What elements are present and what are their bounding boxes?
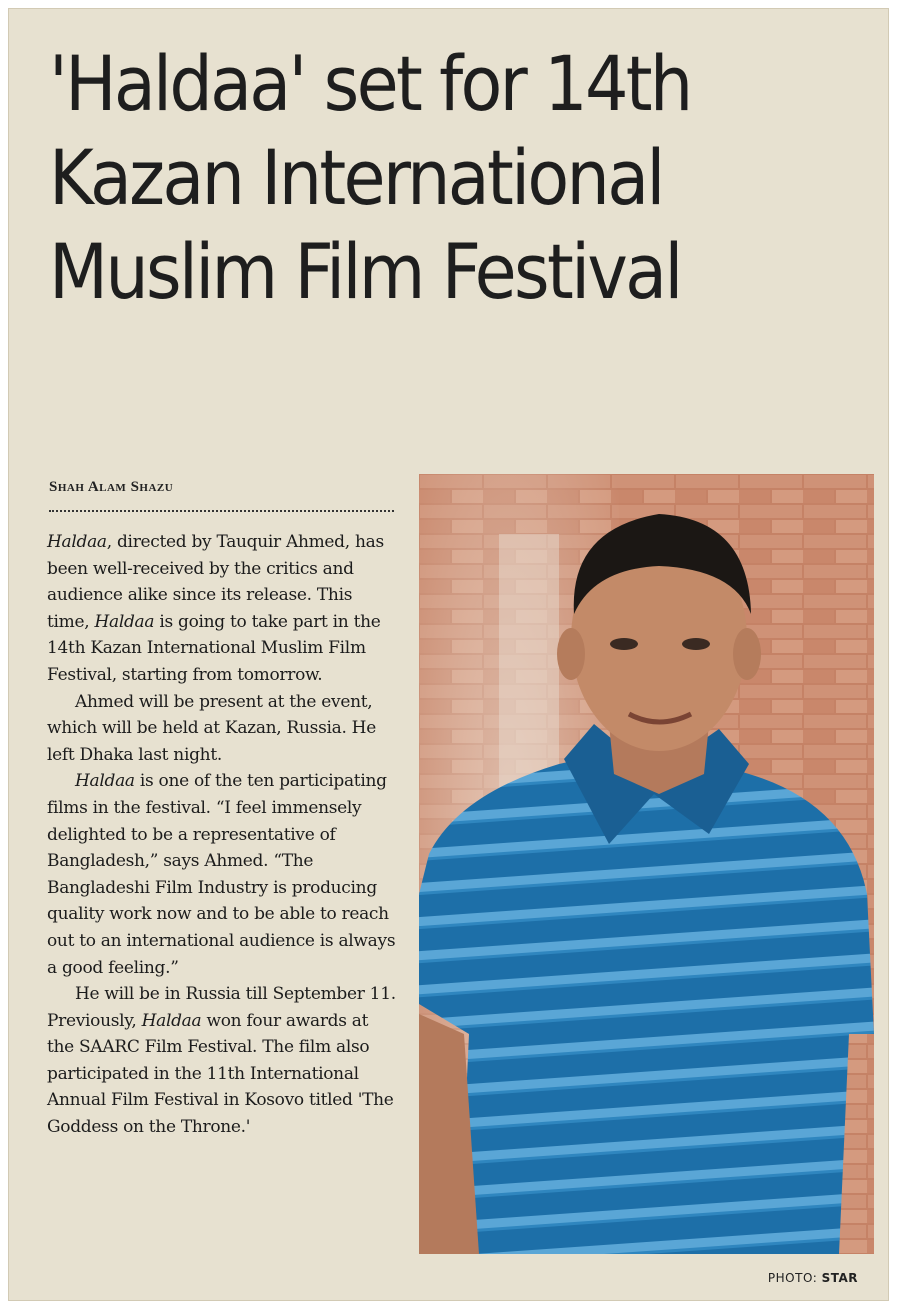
portrait-illustration bbox=[419, 474, 874, 1254]
newspaper-clipping bbox=[8, 8, 889, 1301]
article-paragraph: Haldaa is one of the ten participating films in the festival. “I feel immensely delighted to be a representative of Bangladesh,” says Ahmed. “The Bangladeshi Film Industry is producing quality work now and to be able to reach out to an international audience is always a good feeling.” bbox=[47, 771, 396, 978]
byline: Shah Alam Shazu bbox=[49, 479, 394, 512]
film-title-italic: Haldaa bbox=[47, 532, 107, 552]
photo-credit: PHOTO: STAR bbox=[767, 1271, 858, 1285]
film-title-italic: Haldaa bbox=[141, 1010, 202, 1031]
film-title-italic: Haldaa bbox=[94, 611, 155, 632]
portrait-photo bbox=[419, 474, 874, 1254]
article-paragraph: Ahmed will be present at the event, which will be held at Kazan, Russia. He left Dhaka last night. bbox=[47, 691, 376, 765]
film-title-italic: Haldaa bbox=[75, 771, 135, 792]
article-paragraph: He will be in Russia till September 11. Previously, Haldaa won four awards at the SAARC Film Festival. The film also participated in the 11th International Annual Film Festival in Kosovo titled 'The Goddess on the Throne.' bbox=[47, 984, 396, 1138]
article-body bbox=[47, 529, 397, 1141]
article-paragraph: Haldaa, directed by Tauquir Ahmed, has been well-received by the critics and audience alike since its release. This time, Haldaa is going to take part in the 14th Kazan International Muslim Film Festival, starting from tomorrow. bbox=[47, 532, 384, 685]
headline: 'Haldaa' set for 14th Kazan International Muslim Film Festival bbox=[49, 39, 691, 316]
